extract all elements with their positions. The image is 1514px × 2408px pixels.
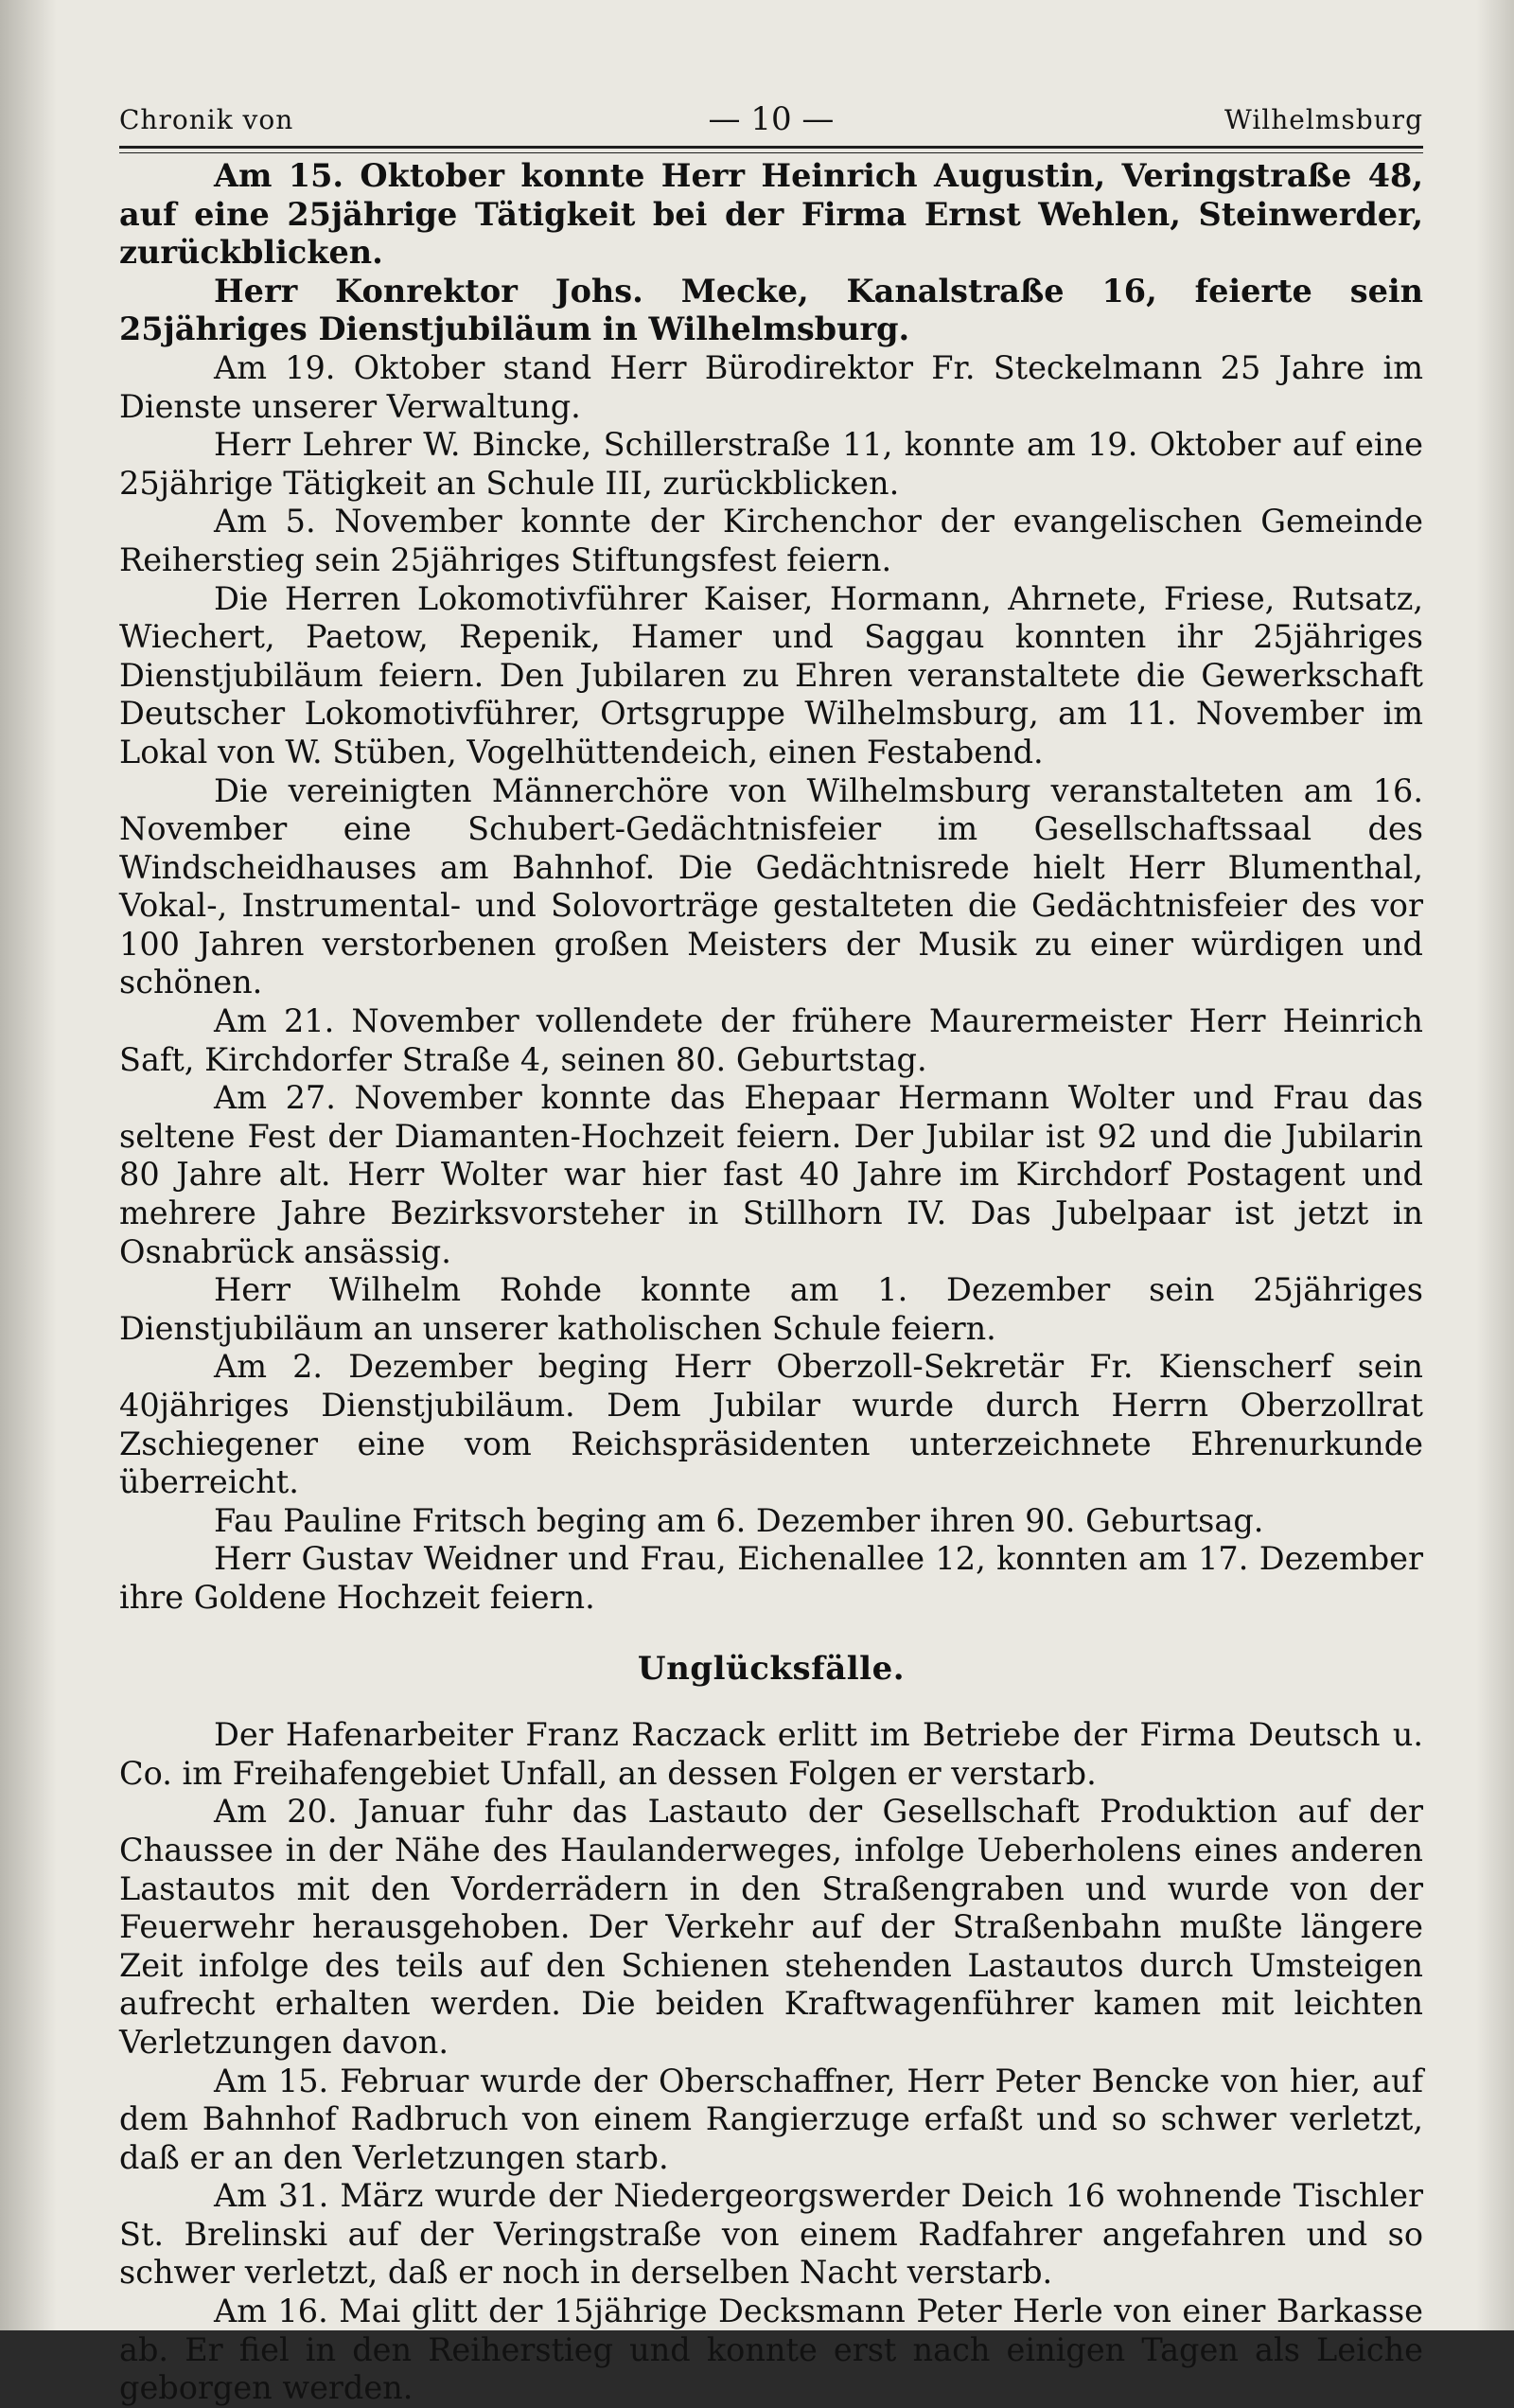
paragraph: Der Hafenarbeiter Franz Raczack erlitt im Betriebe der Firma Deutsch u. Co. im Freihafengebiet Unfall, an dessen Folgen er verstarb. <box>119 1716 1423 1792</box>
paragraph: Am 2. Dezember beging Herr Oberzoll-Sekretär Fr. Kienscherf sein 40jähriges Dienstjubiläum. Dem Jubilar wurde durch Herrn Oberzollrat Zschiegener eine vom Reichspräsidenten unterzeichnete Ehrenurkunde überreicht. <box>119 1348 1423 1501</box>
page-edge-shadow-left <box>0 0 57 2330</box>
page-number: — 10 — <box>708 100 835 138</box>
paragraph: Herr Gustav Weidner und Frau, Eichenallee 12, konnten am 17. Dezember ihre Goldene Hochzeit feiern. <box>119 1540 1423 1616</box>
running-header <box>119 93 1423 140</box>
page-edge-shadow-right <box>1476 0 1514 2330</box>
paragraph: Fau Pauline Fritsch beging am 6. Dezember ihren 90. Geburtsag. <box>214 1501 1264 1539</box>
section-heading: Unglücksfälle. <box>637 1649 906 1688</box>
paragraph: Am 15. Februar wurde der Oberschaffner, Herr Peter Bencke von hier, auf dem Bahnhof Radbruch von einem Rangierzuge erfaßt und so schwer verletzt, daß er an den Verletzungen starb. <box>119 2062 1423 2176</box>
paragraph: Die Herren Lokomotivführer Kaiser, Hormann, Ahrnete, Friese, Rutsatz, Wiechert, Paetow, Repenik, Hamer und Saggau konnten ihr 25jähriges Dienstjubiläum feiern. Den Jubilaren zu Ehren veranstaltete die Gewerkschaft Deutscher Lokomotivführer, Ortsgruppe Wilhelmsburg, am 11. November im Lokal von W. Stüben, Vogelhüttendeich, einen Festabend. <box>119 579 1423 770</box>
paragraph: Herr Konrektor Johs. Mecke, Kanalstraße 16, feierte sein 25jähriges Dienstjubiläum in Wilhelmsburg. <box>119 272 1423 348</box>
paragraph: Am 19. Oktober stand Herr Bürodirektor Fr. Steckelmann 25 Jahre im Dienste unserer Verwaltung. <box>119 348 1423 425</box>
header-chronicle-label: Chronik von <box>119 104 294 135</box>
paragraph: Am 20. Januar fuhr das Lastauto der Gesellschaft Produktion auf der Chaussee in der Nähe des Haulanderweges, infolge Ueberholens eines anderen Lastautos mit den Vorderrädern in den Straßengraben und wurde von der Feuerwehr herausgehoben. Der Verkehr auf der Straßenbahn mußte längere Zeit infolge des teils auf den Schienen stehenden Lastautos durch Umsteigen aufrecht erhalten werden. Die beiden Kraftwagenführer kamen mit leichten Verletzungen davon. <box>119 1793 1423 2061</box>
article-body <box>119 157 1423 2408</box>
paragraph: Am 27. November konnte das Ehepaar Hermann Wolter und Frau das seltene Fest der Diamanten-Hochzeit feiern. Der Jubilar ist 92 und die Jubilarin 80 Jahre alt. Herr Wolter war hier fast 40 Jahre im Kirchdorf Postagent und mehrere Jahre Bezirksvorsteher in Stillhorn IV. Das Jubelpaar ist jetzt in Osnabrück ansässig. <box>119 1079 1423 1270</box>
paragraph: Am 5. November konnte der Kirchenchor der evangelischen Gemeinde Reiherstieg sein 25jähriges Stiftungsfest feiern. <box>119 503 1423 578</box>
paragraph: Am 15. Oktober konnte Herr Heinrich Augustin, Veringstraße 48, auf eine 25jährige Tätigkeit bei der Firma Ernst Wehlen, Steinwerder, zurückblicken. <box>119 157 1423 272</box>
header-rule-thick <box>119 146 1423 149</box>
paragraph: Am 16. Mai glitt der 15jährige Decksmann Peter Herle von einer Barkasse ab. Er fiel in den Reiherstieg und konnte erst nach einigen Tagen als Leiche geborgen werden. <box>119 2293 1423 2407</box>
paragraph: Die vereinigten Männerchöre von Wilhelmsburg veranstalteten am 16. November eine Schubert-Gedächtnisfeier im Gesellschaftssaal des Windscheidhauses am Bahnhof. Die Gedächtnisrede hielt Herr Blumenthal, Vokal-, Instrumental- und Solovorträge gestalteten die Gedächtnisfeier des vor 100 Jahren verstorbenen großen Meisters der Musik zu einer würdigen und schönen. <box>119 771 1423 1001</box>
paragraph: Herr Wilhelm Rohde konnte am 1. Dezember sein 25jähriges Dienstjubiläum an unserer katholischen Schule feiern. <box>119 1271 1423 1347</box>
header-rule-thin <box>119 152 1423 153</box>
paragraph: Herr Lehrer W. Bincke, Schillerstraße 11, konnte am 19. Oktober auf eine 25jährige Tätigkeit an Schule III, zurückblicken. <box>119 426 1423 502</box>
paragraph: Am 31. März wurde der Niedergeorgswerder Deich 16 wohnende Tischler St. Brelinski auf der Veringstraße von einem Radfahrer angefahren und so schwer verletzt, daß er noch in derselben Nacht verstarb. <box>119 2177 1423 2292</box>
paragraph: Am 21. November vollendete der frühere Maurermeister Herr Heinrich Saft, Kirchdorfer Straße 4, seinen 80. Geburtstag. <box>119 1002 1423 1078</box>
header-town-label: Wilhelmsburg <box>1224 104 1423 135</box>
